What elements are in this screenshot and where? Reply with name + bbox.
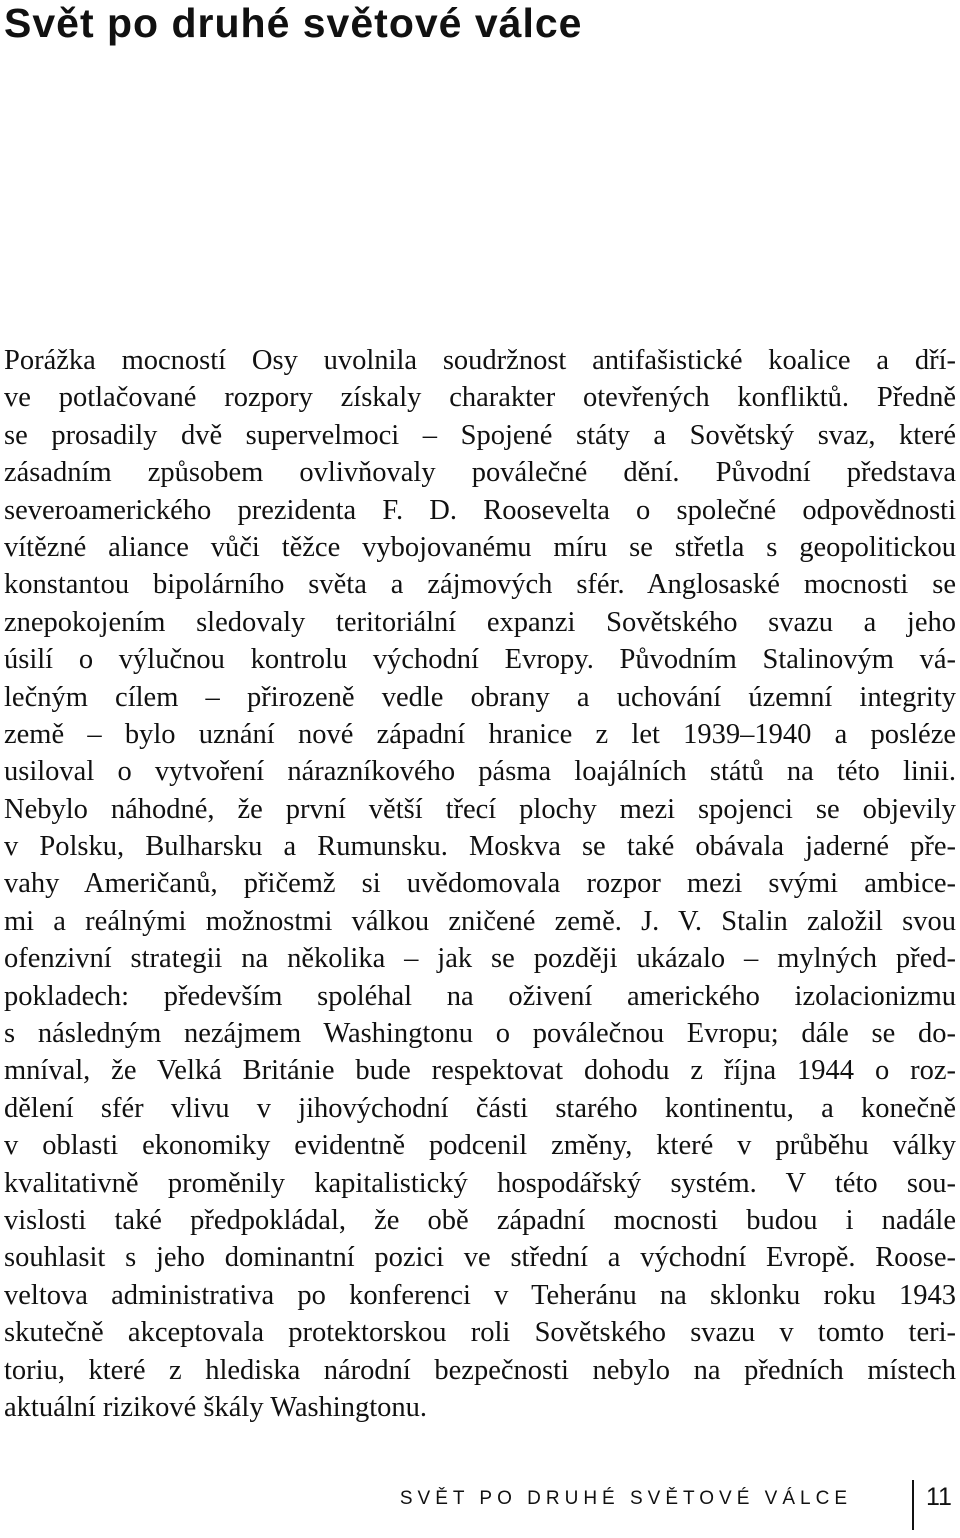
text-line: ofenzivní strategii na několika – jak se později ukázalo – mylných před- [4, 943, 956, 975]
text-line: země – bylo uznání nové západní hranice z let 1939–1940 a posléze [4, 718, 956, 750]
text-line: mi a reálnými možnostmi válkou zničené země. J. V. Stalin založil svou [4, 905, 956, 937]
chapter-title: Svět po druhé světové válce [4, 0, 583, 46]
text-line: dělení sfér vlivu v jihovýchodní části starého kontinentu, a konečně [4, 1092, 956, 1124]
text-line: skutečně akceptovala protektorskou roli Sovětského svazu v tomto teri- [4, 1317, 956, 1349]
text-line: konstantou bipolárního světa a zájmových sfér. Anglosaské mocnosti se [4, 569, 956, 601]
text-line: vislosti také předpokládal, že obě západní mocnosti budou i nadále [4, 1204, 956, 1236]
page-footer [0, 1480, 960, 1530]
text-line: vahy Američanů, přičemž si uvědomovala rozpor mezi svými ambice- [4, 868, 956, 900]
text-line: mníval, že Velká Británie bude respektovat dohodu z října 1944 o roz- [4, 1055, 956, 1087]
text-line: usiloval o vytvoření nárazníkového pásma loajálních států na této linii. [4, 756, 956, 788]
text-line: Porážka mocností Osy uvolnila soudržnost antifašistické koalice a dří- [4, 345, 956, 376]
footer-divider [912, 1480, 914, 1530]
text-line: zásadním způsobem ovlivňovaly poválečné dění. Původní představa [4, 457, 956, 489]
text-line: úsilí o výlučnou kontrolu východní Evropy. Původním Stalinovým vá- [4, 644, 956, 676]
text-line: souhlasit s jeho dominantní pozici ve střední a východní Evropě. Roose- [4, 1242, 956, 1274]
text-line: pokladech: především spoléhal na oživení amerického izolacionizmu [4, 980, 956, 1012]
text-line: znepokojením sledovaly teritoriální expanzi Sovětského svazu a jeho [4, 606, 956, 638]
text-line: severoamerického prezidenta F. D. Roosevelta o společné odpovědnosti [4, 494, 956, 526]
text-line: Nebylo náhodné, že první větší třecí plochy mezi spojenci se objevily [4, 793, 956, 825]
text-line: kvalitativně proměnily kapitalistický hospodářský systém. V této sou- [4, 1167, 956, 1199]
text-line: ve potlačované rozpory získaly charakter otevřených konfliktů. Předně [4, 382, 956, 414]
text-line: se prosadily dvě supervelmoci – Spojené státy a Sovětský svaz, které [4, 419, 956, 451]
text-line: lečným cílem – přirozeně vedle obrany a uchování územní integrity [4, 681, 956, 713]
text-line: veltova administrativa po konferenci v Teheránu na sklonku roku 1943 [4, 1279, 956, 1311]
text-line: aktuální rizikové škály Washingtonu. [4, 1391, 428, 1423]
text-line: s následným nezájmem Washingtonu o poválečnou Evropu; dále se do- [4, 1018, 956, 1050]
body-paragraph [4, 342, 956, 1426]
page-number: 11 [926, 1483, 952, 1511]
running-head: SVĚT PO DRUHÉ SVĚTOVÉ VÁLCE [399, 1488, 852, 1509]
text-line: toriu, které z hlediska národní bezpečnosti nebylo na předních místech [4, 1354, 956, 1386]
text-line: v oblasti ekonomiky evidentně podcenil změny, které v průběhu války [4, 1130, 956, 1162]
text-line: v Polsku, Bulharsku a Rumunsku. Moskva se také obávala jaderné pře- [4, 831, 956, 863]
text-line: vítězné aliance vůči těžce vybojovanému míru se střetla s geopolitickou [4, 531, 956, 563]
